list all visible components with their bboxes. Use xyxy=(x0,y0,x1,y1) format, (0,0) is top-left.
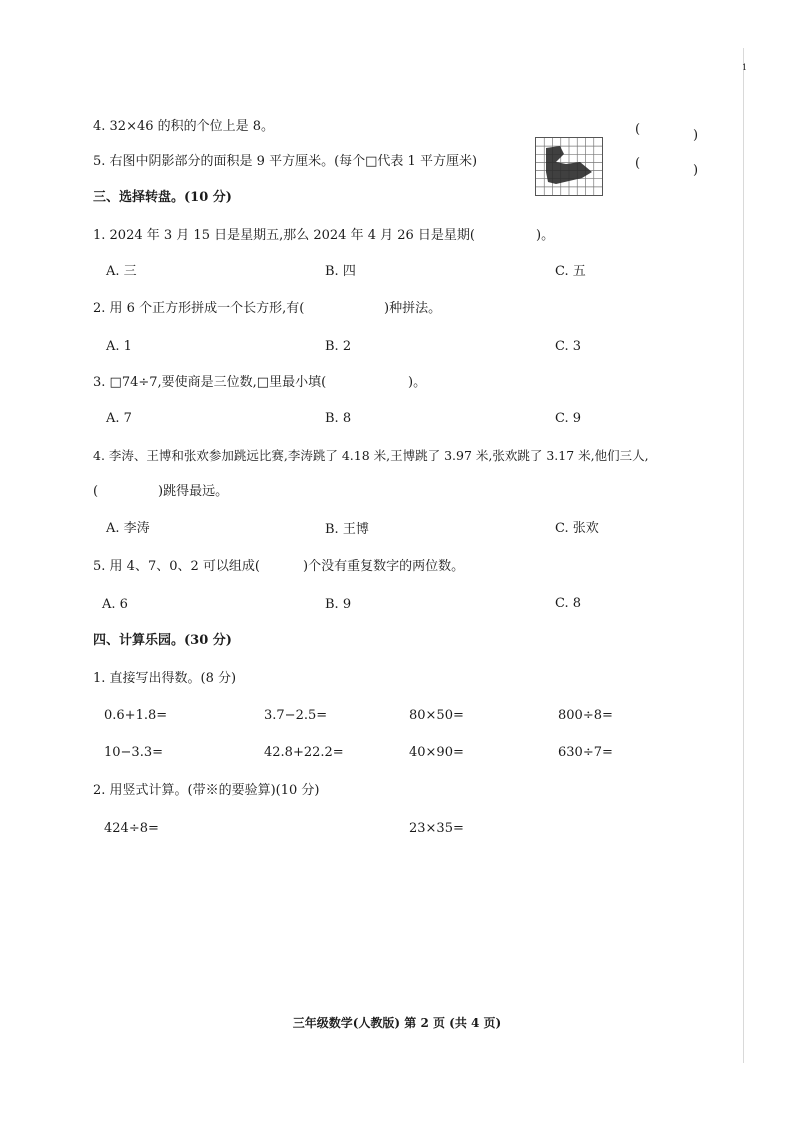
vertical-calc-2: 23×35= xyxy=(409,821,464,836)
section-3-title: 三、选择转盘。(10 分) xyxy=(93,190,232,205)
section-4-sub-2: 2. 用竖式计算。(带※的要验算)(10 分) xyxy=(93,783,320,798)
oral-calc-8: 630÷7= xyxy=(558,745,613,760)
choice-5-option-c[interactable]: C. 8 xyxy=(555,596,582,611)
oral-calc-3: 80×50= xyxy=(409,708,464,723)
choice-1-option-c[interactable]: C. 五 xyxy=(555,264,586,279)
choice-question-5: 5. 用 4、7、0、2 可以组成( xyxy=(93,559,260,574)
choice-5-option-b[interactable]: B. 9 xyxy=(325,597,352,612)
choice-question-4-paren: ( xyxy=(93,484,99,499)
choice-question-1-end: )。 xyxy=(536,228,555,243)
choice-question-5-end: )个没有重复数字的两位数。 xyxy=(303,559,465,574)
choice-question-2: 2. 用 6 个正方形拼成一个长方形,有( xyxy=(93,301,305,316)
choice-2-option-b[interactable]: B. 2 xyxy=(325,339,352,354)
choice-question-1: 1. 2024 年 3 月 15 日是星期五,那么 2024 年 4 月 26 日是星期( xyxy=(93,228,475,243)
oral-calc-7: 40×90= xyxy=(409,745,464,760)
grid-figure-svg xyxy=(536,138,602,195)
page-mark: 1 xyxy=(742,63,748,72)
choice-question-4-end: )跳得最远。 xyxy=(158,484,229,499)
choice-2-option-a[interactable]: A. 1 xyxy=(106,339,132,354)
choice-3-option-c[interactable]: C. 9 xyxy=(555,411,582,426)
oral-calc-1: 0.6+1.8= xyxy=(104,708,168,723)
choice-4-option-b[interactable]: B. 王博 xyxy=(325,522,369,537)
choice-question-3: 3. □74÷7,要使商是三位数,□里最小填( xyxy=(93,375,327,390)
judge-question-5: 5. 右图中阴影部分的面积是 9 平方厘米。(每个□代表 1 平方厘米) xyxy=(93,154,478,169)
judge-answer-5-open: ( xyxy=(635,156,641,171)
choice-question-3-end: )。 xyxy=(408,375,427,390)
choice-2-option-c[interactable]: C. 3 xyxy=(555,339,582,354)
judge-answer-5-close: ) xyxy=(693,163,699,178)
choice-4-option-c[interactable]: C. 张欢 xyxy=(555,521,599,536)
oral-calc-6: 42.8+22.2= xyxy=(264,745,344,760)
section-4-sub-1: 1. 直接写出得数。(8 分) xyxy=(93,671,237,686)
choice-question-4: 4. 李涛、王博和张欢参加跳远比赛,李涛跳了 4.18 米,王博跳了 3.97 米,张欢跳了 3.17 米,他们三人, xyxy=(93,448,649,463)
choice-1-option-b[interactable]: B. 四 xyxy=(325,264,356,279)
oral-calc-4: 800÷8= xyxy=(558,708,613,723)
section-4-title: 四、计算乐园。(30 分) xyxy=(93,633,232,648)
vertical-calc-1: 424÷8= xyxy=(104,821,159,836)
judge-answer-4-open: ( xyxy=(635,122,641,137)
oral-calc-2: 3.7−2.5= xyxy=(264,708,328,723)
choice-4-option-a[interactable]: A. 李涛 xyxy=(106,521,150,536)
choice-1-option-a[interactable]: A. 三 xyxy=(106,264,137,279)
oral-calc-5: 10−3.3= xyxy=(104,745,164,760)
choice-3-option-b[interactable]: B. 8 xyxy=(325,411,352,426)
judge-answer-4-close: ) xyxy=(693,128,699,143)
page-edge-rule xyxy=(743,48,744,1063)
page-footer: 三年级数学(人教版) 第 2 页 (共 4 页) xyxy=(292,1016,502,1030)
judge-question-4: 4. 32×46 的积的个位上是 8。 xyxy=(93,119,275,134)
choice-question-2-end: )种拼法。 xyxy=(384,301,442,316)
choice-3-option-a[interactable]: A. 7 xyxy=(106,411,132,426)
shaded-area-grid-figure xyxy=(535,137,603,196)
choice-5-option-a[interactable]: A. 6 xyxy=(102,597,128,612)
